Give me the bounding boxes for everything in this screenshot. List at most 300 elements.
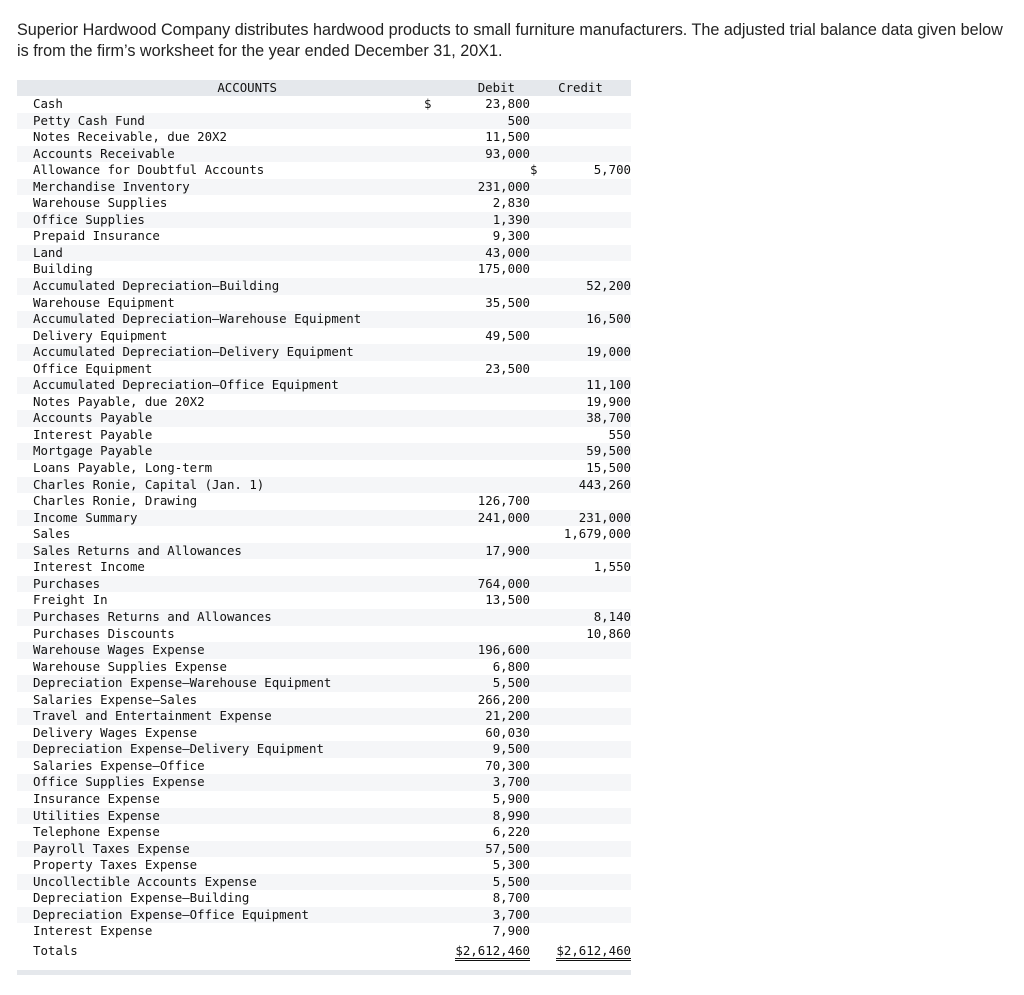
credit-dollar-sign [530,741,550,758]
table-row [17,195,631,212]
table-row [17,543,631,560]
debit-amount: 6,220 [492,824,530,840]
credit-amount [550,576,631,593]
credit-amount [550,874,631,891]
account-name: Telephone Expense [33,824,160,840]
credit-dollar-sign [530,543,550,560]
table-row [17,642,631,659]
credit-dollar-sign [530,559,550,576]
table-row [17,708,631,725]
account-name: Delivery Equipment [33,327,168,343]
debit-amount: 7,900 [492,923,530,939]
debit-amount: 11,500 [485,129,530,145]
debit-amount: 49,500 [485,327,530,343]
credit-amount: 16,500 [550,311,631,328]
account-name: Notes Payable, due 20X2 [33,393,205,409]
table-row [17,129,631,146]
debit-dollar-sign [424,460,446,477]
account-name: Freight In [33,592,108,608]
account-name: Interest Income [33,559,145,575]
debit-dollar-sign [424,162,446,179]
debit-amount [446,443,530,460]
debit-dollar-sign [424,741,446,758]
debit-dollar-sign [424,923,446,940]
account-name: Income Summary [17,510,424,527]
credit-amount: 19,900 [586,393,632,409]
debit-total: $2,612,460 [455,943,530,961]
credit-amount [550,96,631,113]
credit-amount [550,659,631,676]
credit-dollar-sign: $ [530,162,538,178]
debit-dollar-sign: $ [424,96,432,111]
credit-amount: 5,700 [593,162,632,178]
debit-amount: 5,500 [446,675,530,692]
debit-dollar-sign [424,559,446,576]
debit-amount: 5,300 [492,857,530,873]
debit-amount: 5,900 [492,790,530,806]
credit-amount: 1,550 [593,559,632,575]
table-row [17,824,631,841]
table-row [17,295,631,312]
debit-amount: 241,000 [446,510,530,527]
table-row [17,576,631,593]
debit-dollar-sign [424,245,446,262]
credit-dollar-sign [530,675,550,692]
debit-dollar-sign [424,443,446,460]
table-row [17,212,631,229]
table-row [17,179,631,196]
credit-dollar-sign [530,96,550,113]
debit-dollar-sign [424,295,446,312]
account-name: Salaries Expense—Sales [33,691,198,707]
table-row [17,923,631,940]
credit-amount [550,113,631,130]
totals-label: Totals [17,940,424,962]
credit-amount [550,592,631,609]
table-row [17,791,631,808]
table-row [17,377,631,394]
credit-amount [550,857,631,874]
table-row [17,874,631,891]
debit-dollar-sign [424,477,446,494]
credit-dollar-sign [530,857,550,874]
credit-dollar-sign [530,228,550,245]
account-name: Accounts Payable [17,410,424,427]
credit-amount [550,708,631,725]
debit-dollar-sign [424,361,446,378]
debit-amount: 266,200 [477,691,530,707]
table-row [17,278,631,295]
credit-dollar-sign [530,245,550,262]
debit-amount: 8,700 [492,890,530,906]
account-name: Accumulated Depreciation—Building [17,278,424,295]
credit-amount [550,361,631,378]
debit-amount: 764,000 [446,576,530,593]
debit-dollar-sign [424,874,446,891]
debit-amount [446,278,530,295]
debit-amount: 9,500 [446,741,530,758]
table-row [17,857,631,874]
debit-amount [446,427,530,444]
debit-dollar-sign [424,791,446,808]
debit-amount [446,526,530,543]
debit-dollar-sign [424,543,446,560]
table-row [17,592,631,609]
account-name: Payroll Taxes Expense [17,841,424,858]
debit-dollar-sign [424,278,446,295]
account-name: Mortgage Payable [17,443,424,460]
table-row [17,659,631,676]
credit-dollar-sign [530,659,550,676]
credit-dollar-sign [530,278,550,295]
account-name: Travel and Entertainment Expense [17,708,424,725]
account-name: Warehouse Supplies [33,195,168,211]
debit-dollar-sign [424,576,446,593]
debit-dollar-sign [424,113,446,130]
debit-dollar-sign [424,708,446,725]
credit-amount: 52,200 [550,278,631,295]
debit-dollar-sign [424,857,446,874]
debit-dollar-sign [424,510,446,527]
table-row [17,907,631,924]
debit-dollar-sign [424,195,446,212]
debit-amount: 196,600 [446,642,530,659]
debit-amount: 175,000 [477,261,530,277]
table-row [17,493,631,510]
debit-amount: 70,300 [485,757,530,773]
table-row [17,526,631,543]
credit-amount [550,179,631,196]
credit-dollar-sign [530,394,550,411]
credit-dollar-sign [530,725,550,742]
credit-amount [550,890,631,907]
credit-dollar-sign [530,493,550,510]
debit-dollar-sign [424,642,446,659]
credit-amount: 8,140 [550,609,631,626]
credit-amount: 38,700 [550,410,631,427]
debit-amount: 35,500 [485,294,530,310]
credit-amount: 59,500 [550,443,631,460]
account-name: Depreciation Expense—Warehouse Equipment [17,675,424,692]
debit-amount: 1,390 [446,212,530,229]
credit-amount: 15,500 [586,460,632,476]
debit-dollar-sign [424,344,446,361]
credit-dollar-sign [530,146,550,163]
debit-amount: 17,900 [446,543,530,560]
credit-dollar-sign [530,692,550,709]
table-row [17,841,631,858]
credit-dollar-sign [530,808,550,825]
credit-amount [550,791,631,808]
debit-amount [446,609,530,626]
debit-dollar-sign [424,890,446,907]
credit-amount [550,261,631,278]
debit-amount [446,162,530,179]
credit-amount [550,328,631,345]
credit-dollar-sign [530,526,550,543]
account-name: Uncollectible Accounts Expense [17,874,424,891]
table-row [17,758,631,775]
table-row [17,626,631,643]
table-row [17,460,631,477]
credit-dollar-sign [530,923,550,940]
debit-amount: 23,800 [485,96,530,111]
credit-dollar-sign [530,592,550,609]
credit-dollar-sign [530,477,550,494]
account-name: Office Supplies [17,212,424,229]
account-name: Accumulated Depreciation—Delivery Equipment [17,344,424,361]
credit-amount: 1,679,000 [563,526,632,542]
debit-amount: 3,700 [446,774,530,791]
table-row [17,410,631,427]
account-name: Petty Cash Fund [17,113,424,130]
credit-dollar-sign [530,774,550,791]
debit-amount [446,626,530,643]
debit-amount: 6,800 [492,658,530,674]
debit-amount: 23,500 [485,360,530,376]
debit-dollar-sign [424,394,446,411]
table-bottom-bar [17,970,631,975]
credit-amount [550,493,631,510]
account-name: Office Equipment [33,360,153,376]
debit-amount: 9,300 [492,228,530,244]
debit-amount: 93,000 [446,146,530,163]
credit-dollar-sign [530,261,550,278]
debit-dollar-sign [424,311,446,328]
debit-dollar-sign [424,328,446,345]
debit-amount: 21,200 [446,708,530,725]
account-name: Interest Expense [33,923,153,939]
debit-dollar-sign [424,659,446,676]
credit-dollar-sign [530,626,550,643]
table-row [17,162,631,179]
credit-amount [550,228,631,245]
credit-dollar-sign [530,841,550,858]
debit-amount: 126,700 [477,493,530,509]
account-name: Prepaid Insurance [33,228,160,244]
debit-dollar-sign [424,824,446,841]
credit-dollar-sign [530,328,550,345]
credit-amount [550,758,631,775]
account-name: Purchases [17,576,424,593]
table-row [17,228,631,245]
account-name: Purchases Returns and Allowances [17,609,424,626]
totals-row [17,940,631,962]
account-name: Accumulated Depreciation—Warehouse Equipment [17,311,424,328]
debit-dollar-sign [424,675,446,692]
debit-dollar-sign [424,774,446,791]
credit-dollar-sign [530,410,550,427]
debit-amount [446,410,530,427]
debit-dollar-sign [424,129,446,146]
table-row [17,361,631,378]
credit-amount: 550 [608,426,632,442]
debit-amount: 8,990 [446,808,530,825]
credit-amount [550,741,631,758]
problem-intro: Superior Hardwood Company distributes hardwood products to small furniture manufacturers. The adjusted trial balance data given below is from the firm’s worksheet for the year ended December 31, 20X1. [17,21,1003,60]
credit-dollar-sign [530,344,550,361]
account-name: Charles Ronie, Drawing [33,493,198,509]
credit-dollar-sign [530,311,550,328]
account-name: Notes Receivable, due 20X2 [33,129,227,145]
account-name: Charles Ronie, Capital (Jan. 1) [17,477,424,494]
debit-amount: 2,830 [492,195,530,211]
credit-amount [550,725,631,742]
credit-amount: 443,260 [550,477,631,494]
credit-dollar-sign [530,791,550,808]
account-name: Accounts Receivable [17,146,424,163]
credit-dollar-sign [530,443,550,460]
credit-dollar-sign [530,708,550,725]
credit-amount: 19,000 [550,344,631,361]
credit-dollar-sign [530,129,550,146]
table-row [17,344,631,361]
table-row [17,510,631,527]
account-name: Building [33,261,93,277]
credit-amount [550,841,631,858]
credit-amount [550,212,631,229]
table-row [17,394,631,411]
credit-amount [550,824,631,841]
account-name: Warehouse Wages Expense [17,642,424,659]
debit-dollar-sign [424,609,446,626]
account-name: Loans Payable, Long-term [33,460,213,476]
credit-dollar-sign [530,427,550,444]
credit-amount [550,692,631,709]
debit-dollar-sign [424,592,446,609]
debit-dollar-sign [424,410,446,427]
account-name: Merchandise Inventory [17,179,424,196]
debit-amount: 60,030 [485,724,530,740]
credit-dollar-sign [530,890,550,907]
credit-dollar-sign [530,758,550,775]
credit-amount [550,295,631,312]
credit-dollar-sign [530,824,550,841]
credit-dollar-sign [530,609,550,626]
account-name: Warehouse Supplies Expense [33,658,227,674]
credit-dollar-sign [530,642,550,659]
trial-balance-table [17,80,631,962]
debit-amount [446,394,530,411]
account-rows [17,96,631,940]
table-row [17,890,631,907]
account-name: Cash [33,96,63,111]
debit-amount: 57,500 [446,841,530,858]
accounts-header: ACCOUNTS [17,80,424,96]
account-name: Utilities Expense [17,808,424,825]
credit-dollar-sign [530,377,550,394]
debit-dollar-sign [424,526,446,543]
credit-amount: 231,000 [550,510,631,527]
credit-dollar-sign [530,907,550,924]
debit-dollar-sign [424,228,446,245]
table-header-row [17,80,631,96]
account-name: Office Supplies Expense [17,774,424,791]
debit-amount [446,311,530,328]
credit-dollar-sign [530,295,550,312]
credit-dollar-sign [530,212,550,229]
debit-dollar-sign [424,626,446,643]
table-row [17,96,631,113]
table-row [17,443,631,460]
debit-dollar-sign [424,692,446,709]
debit-dollar-sign [424,493,446,510]
debit-amount [446,477,530,494]
table-row [17,774,631,791]
credit-amount [550,245,631,262]
debit-dollar-sign [424,907,446,924]
account-name: Depreciation Expense—Delivery Equipment [17,741,424,758]
debit-amount [446,377,530,394]
account-name: Allowance for Doubtful Accounts [33,162,265,178]
table-row [17,113,631,130]
account-name: Sales [33,526,71,542]
table-row [17,559,631,576]
credit-amount [550,543,631,560]
credit-amount [550,675,631,692]
account-name: Accumulated Depreciation—Office Equipment [17,377,424,394]
account-name: Property Taxes Expense [33,857,198,873]
debit-header: Debit [424,80,530,96]
credit-header: Credit [530,80,631,96]
table-row [17,477,631,494]
credit-amount [550,808,631,825]
credit-amount [550,195,631,212]
debit-amount: 500 [446,113,530,130]
table-row [17,245,631,262]
debit-dollar-sign [424,179,446,196]
credit-dollar-sign [530,195,550,212]
table-row [17,692,631,709]
credit-amount: 11,100 [550,377,631,394]
debit-dollar-sign [424,725,446,742]
account-name: Sales Returns and Allowances [17,543,424,560]
debit-amount: 3,700 [446,907,530,924]
account-name: Depreciation Expense—Office Equipment [17,907,424,924]
credit-dollar-sign [530,460,550,477]
account-name: Depreciation Expense—Building [33,890,250,906]
debit-amount [446,460,530,477]
credit-amount [550,642,631,659]
table-row [17,609,631,626]
debit-amount: 231,000 [446,179,530,196]
credit-amount [550,923,631,940]
credit-amount [550,907,631,924]
table-row [17,808,631,825]
account-name: Salaries Expense—Office [33,757,205,773]
debit-dollar-sign [424,427,446,444]
credit-total: $2,612,460 [556,943,631,961]
debit-amount [446,559,530,576]
debit-amount: 43,000 [446,245,530,262]
debit-dollar-sign [424,377,446,394]
table-row [17,427,631,444]
credit-dollar-sign [530,874,550,891]
credit-amount [550,146,631,163]
table-row [17,725,631,742]
debit-dollar-sign [424,146,446,163]
credit-dollar-sign [530,510,550,527]
credit-amount [550,774,631,791]
debit-dollar-sign [424,808,446,825]
credit-dollar-sign [530,179,550,196]
debit-amount [446,344,530,361]
account-name: Purchases Discounts [33,625,175,641]
credit-dollar-sign [530,361,550,378]
account-name: Land [17,245,424,262]
debit-amount: 13,500 [485,592,530,608]
debit-dollar-sign [424,841,446,858]
